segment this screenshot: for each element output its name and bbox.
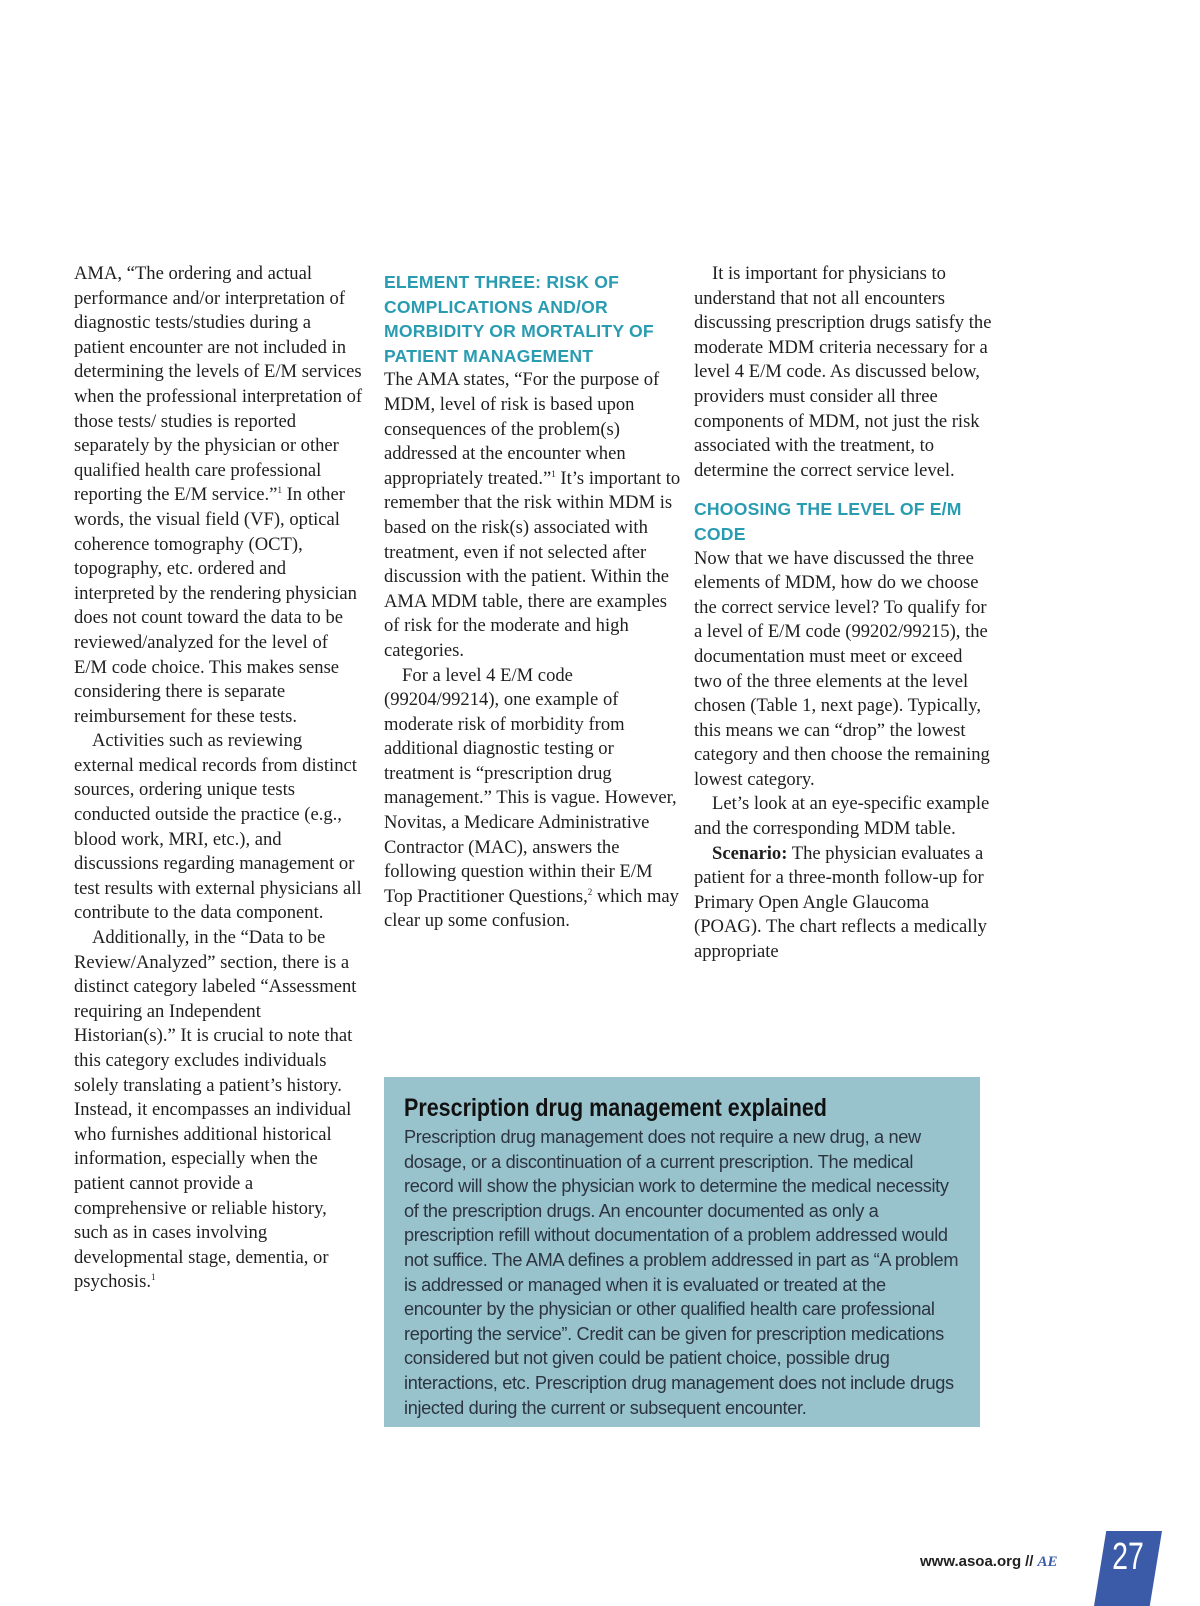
website-link[interactable]: www.asoa.org — [920, 1553, 1022, 1570]
scenario-label: Scenario: — [712, 842, 788, 864]
magazine-logo: AE — [1037, 1554, 1058, 1570]
paragraph: It is important for physicians to understand that not all encounters discussing prescription drugs satisfy the moderate MDM criteria necessary for a level 4 E/M code. As discussed below, providers must consider all three components of MDM, not just the risk associated with the treatment, to determine the correct service level. — [694, 263, 992, 481]
section-heading: ELEMENT THREE: RISK OF COMPLICATIONS AND/OR MORBIDITY OR MORTALITY OF PATIENT MANAGEMENT — [384, 272, 654, 366]
paragraph: The AMA states, “For the purpose of MDM, level of risk is based upon consequences of the problem(s) addressed at the encounter when appropriately treated.”$^1$ It’s important to remember that the risk within MDM is based on the risk(s) associated with treatment, even if not selected after discussion with the patient. Within the AMA MDM table, there are examples of risk for the moderate and high categories. — [384, 369, 681, 661]
sidebar-body: Prescription drug management does not require a new drug, a new dosage, or a discontinuation of a current prescription. The medical record will show the physician work to determine the medical necessity of the prescription drugs. An encounter documented as only a prescription refill without documentation of a problem addressed would not suffice. The AMA defines a problem addressed in part as “A problem is addressed or managed when it is evaluated or treated at the encounter by the physician or other qualified health care professional reporting the service”. Credit can be given for prescription medications considered but not given could be patient choice, possible drug interactions, etc. Prescription drug management does not include drugs injected during the current or subsequent encounter. — [404, 1127, 959, 1418]
paragraph: Scenario: The physician evaluates a patient for a three-month follow-up for Primary Open Angle Glaucoma (POAG). The chart reflects a medically appropriate — [694, 842, 987, 963]
section-heading: CHOOSING THE LEVEL OF E/M CODE — [694, 499, 962, 544]
paragraph: Activities such as reviewing external medical records from distinct sources, ordering unique tests conducted outside the practice (e.g., blood work, MRI, etc.), and discussions regarding management or test results with external physicians all contribute to the data component. — [74, 730, 362, 924]
paragraph: AMA, “The ordering and actual performance and/or interpretation of diagnostic tests/studies during a patient encounter are not included in determining the levels of E/M services when the professional interpretation of those tests/ studies is reported separately by the physician or other qualified health care professional reporting the E/M service.”$^1$ In other words, the visual field (VF), optical coherence tomography (OCT), topography, etc. ordered and interpreted by the rendering physician does not count toward the data to be reviewed/analyzed for the level of E/M code choice. This makes sense considering there is separate reimbursement for these tests. — [74, 263, 363, 727]
page-number: 27 — [1112, 1536, 1144, 1578]
paragraph: Now that we have discussed the three elements of MDM, how do we choose the correct service level? To qualify for a level of E/M code (99202/99215), the documentation must meet or exceed two of the three elements at the level chosen (Table 1, next page). Typically, this means we can “drop” the lowest category and then choose the remaining lowest category. — [694, 547, 990, 790]
sidebar-title: Prescription drug management explained — [404, 1094, 827, 1122]
article-column-1 — [74, 262, 364, 1295]
footer-separator: // — [1025, 1553, 1034, 1570]
paragraph: For a level 4 E/M code (99204/99214), one example of moderate risk of morbidity from additional diagnostic testing or treatment is “prescription drug management.” This is vague. However, Novitas, a Medicare Administrative Contractor (MAC), answers the following question within their E/M Top Practitioner Questions,$^2$ which may clear up some confusion. — [384, 664, 679, 932]
footer-url — [920, 1553, 1058, 1571]
footnote-ref: 2 — [587, 886, 593, 897]
article-column-2 — [384, 270, 684, 934]
article-column-3 — [694, 262, 994, 965]
paragraph: Let’s look at an eye-specific example and the corresponding MDM table. — [694, 793, 990, 840]
paragraph: Additionally, in the “Data to be Review/Analyzed” section, there is a distinct category labeled “Assessment requiring an Independent Historian(s).” It is crucial to note that this category excludes individuals solely translating a patient’s history. Instead, it encompasses an individual who furnishes additional historical information, especially when the patient cannot provide a comprehensive or reliable history, such as in cases involving developmental stage, dementia, or psychosis.$^1$ — [74, 927, 357, 1293]
footnote-ref: 1 — [551, 468, 556, 479]
footnote-ref: 1 — [150, 1272, 156, 1283]
footnote-ref: 1 — [277, 485, 282, 496]
sidebar-box — [384, 1077, 980, 1427]
